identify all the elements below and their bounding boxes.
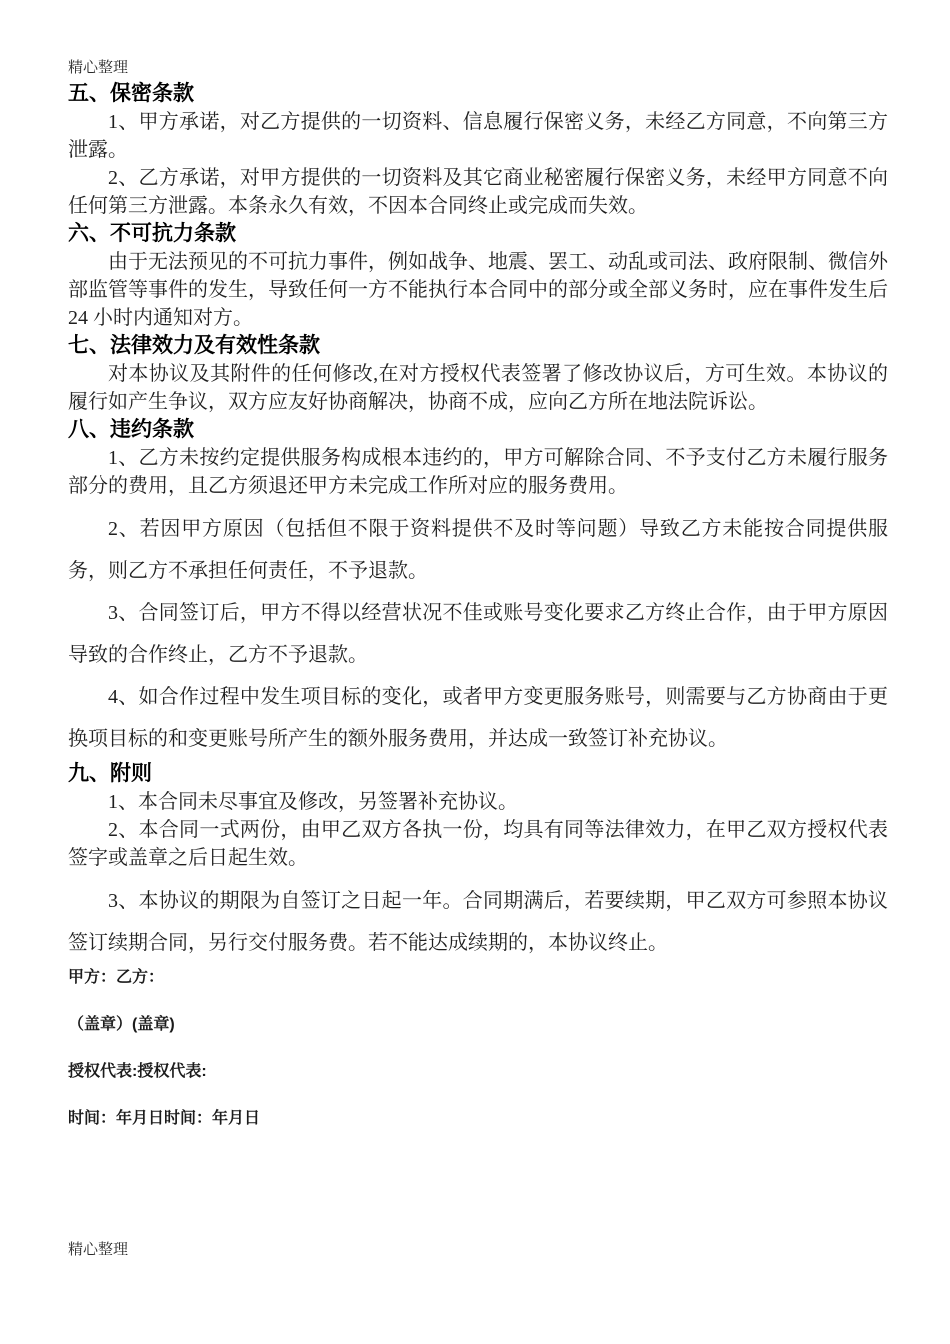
page-header-text: 精心整理 — [68, 60, 129, 76]
contract-paragraph: 对本协议及其附件的任何修改,在对方授权代表签署了修改协议后，方可生效。本协议的履行如产生争议，双方应友好协商解决，协商不成，应向乙方所在地法院诉讼。 — [68, 363, 888, 413]
section-heading-legal-validity: 七、法律效力及有效性条款 — [68, 334, 320, 357]
signature-representative-line: 授权代表:授权代表: — [68, 1063, 207, 1080]
contract-paragraph: 1、乙方未按约定提供服务构成根本违约的，甲方可解除合同、不予支付乙方未履行服务部分的费用，且乙方须退还甲方未完成工作所对应的服务费用。 — [68, 447, 888, 497]
section-heading-supplementary: 九、附则 — [68, 762, 152, 785]
contract-paragraph: 由于无法预见的不可抗力事件，例如战争、地震、罢工、动乱或司法、政府限制、微信外部监管等事件的发生，导致任何一方不能执行本合同中的部分或全部义务时，应在事件发生后 24 小时内通知对方。 — [68, 251, 888, 329]
section-heading-breach: 八、违约条款 — [68, 418, 194, 441]
contract-paragraph: 2、本合同一式两份，由甲乙双方各执一份，均具有同等法律效力，在甲乙双方授权代表签字或盖章之后日起生效。 — [68, 819, 888, 869]
signature-seal-line: （盖章）(盖章) — [68, 1016, 175, 1033]
section-heading-force-majeure: 六、不可抗力条款 — [68, 222, 236, 245]
contract-paragraph: 1、本合同未尽事宜及修改，另签署补充协议。 — [108, 791, 518, 813]
contract-paragraph: 2、乙方承诺，对甲方提供的一切资料及其它商业秘密履行保密义务，未经甲方同意不向任何第三方泄露。本条永久有效，不因本合同终止或完成而失效。 — [68, 167, 888, 217]
page-footer-text: 精心整理 — [68, 1242, 129, 1258]
contract-paragraph: 3、本协议的期限为自签订之日起一年。合同期满后，若要续期，甲乙双方可参照本协议签订续期合同，另行交付服务费。若不能达成续期的，本协议终止。 — [68, 890, 888, 954]
contract-paragraph: 2、若因甲方原因（包括但不限于资料提供不及时等问题）导致乙方未能按合同提供服务，则乙方不承担任何责任，不予退款。 — [68, 518, 888, 582]
section-heading-confidentiality: 五、保密条款 — [68, 82, 194, 105]
contract-paragraph: 1、甲方承诺，对乙方提供的一切资料、信息履行保密义务，未经乙方同意，不向第三方泄露。 — [68, 111, 888, 161]
signature-parties-line: 甲方：乙方： — [68, 969, 165, 986]
signature-date-line: 时间：年月日时间：年月日 — [68, 1110, 261, 1127]
contract-paragraph: 4、如合作过程中发生项目标的变化，或者甲方变更服务账号，则需要与乙方协商由于更换项目标的和变更账号所产生的额外服务费用，并达成一致签订补充协议。 — [68, 686, 888, 750]
contract-paragraph: 3、合同签订后，甲方不得以经营状况不佳或账号变化要求乙方终止合作，由于甲方原因导致的合作终止，乙方不予退款。 — [68, 602, 888, 666]
